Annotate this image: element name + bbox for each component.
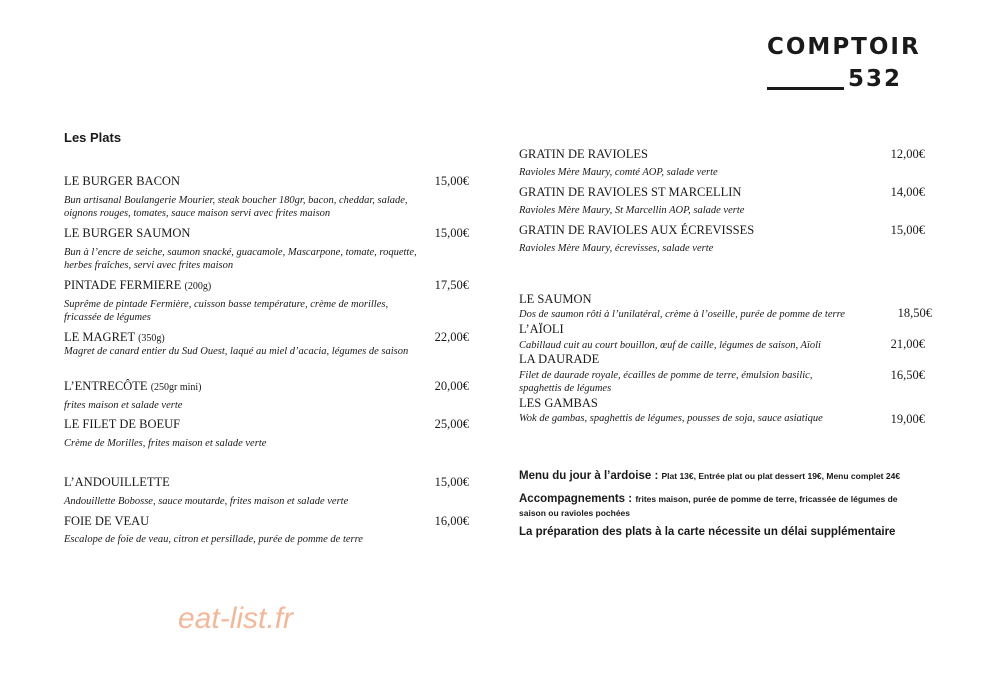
- watermark: eat-list.fr: [178, 602, 294, 635]
- dish-name: LE MAGRET (350g): [64, 330, 165, 344]
- dish-description: Wok de gambas, spaghettis de légumes, pousses de soja, sauce asiatique: [519, 413, 823, 424]
- dish-name: GRATIN DE RAVIOLES ST MARCELLIN: [519, 185, 742, 199]
- dish-description: Ravioles Mère Maury, comté AOP, salade verte: [519, 167, 718, 178]
- dish-description: Escalope de foie de veau, citron et persillade, purée de pomme de terre: [64, 534, 363, 545]
- dish-price: 16,50€: [890, 368, 925, 382]
- dish-description: Filet de daurade royale, écailles de pomme de terre, émulsion basilic,: [519, 370, 813, 381]
- dish-name: GRATIN DE RAVIOLES AUX ÉCREVISSES: [519, 223, 755, 237]
- dish-name: L’ANDOUILLETTE: [64, 475, 170, 489]
- accompaniments-note-continued: saison ou ravioles pochées: [519, 508, 631, 518]
- dish-description: herbes fraîches, servi avec frites maison: [64, 260, 234, 271]
- dish-name: GRATIN DE RAVIOLES: [519, 147, 648, 161]
- dish-name: LE BURGER SAUMON: [64, 226, 191, 240]
- dish-name: LE FILET DE BOEUF: [64, 417, 181, 431]
- dish-price: 19,00€: [890, 412, 925, 426]
- dish-description: spaghettis de légumes: [519, 383, 612, 394]
- dish-price: 17,50€: [434, 278, 469, 292]
- dish-description: Suprême de pintade Fermière, cuisson basse température, crème de morilles,: [64, 299, 389, 310]
- dish-name: LE SAUMON: [519, 292, 592, 306]
- brand-name: COMPTOIR: [767, 34, 921, 60]
- dish-name: PINTADE FERMIERE (200g): [64, 278, 212, 292]
- dish-description: fricassée de légumes: [64, 312, 151, 323]
- dish-price: 18,50€: [897, 306, 932, 320]
- dish-price: 15,00€: [434, 475, 469, 489]
- dish-description: Ravioles Mère Maury, St Marcellin AOP, salade verte: [519, 205, 745, 216]
- dish-price: 20,00€: [434, 379, 469, 393]
- dish-price: 15,00€: [434, 174, 469, 188]
- dish-description: Bun à l’encre de seiche, saumon snacké, guacamole, Mascarpone, tomate, roquette,: [64, 247, 417, 258]
- dish-price: 12,00€: [890, 147, 925, 161]
- dish-price: 21,00€: [890, 337, 925, 351]
- dish-name: L’ENTRECÔTE (250gr mini): [64, 379, 202, 393]
- dish-name: FOIE DE VEAU: [64, 514, 150, 528]
- brand-number: 532: [848, 66, 903, 92]
- dish-price: 22,00€: [434, 330, 469, 344]
- dish-name: L’AÏOLI: [519, 322, 564, 336]
- dish-description: Crème de Morilles, frites maison et salade verte: [64, 438, 267, 449]
- section-title: Les Plats: [64, 130, 122, 145]
- dish-description: Ravioles Mère Maury, écrevisses, salade verte: [519, 243, 714, 254]
- dish-description: Magret de canard entier du Sud Ouest, laqué au miel d’acacia, légumes de saison: [64, 346, 409, 357]
- dish-description: oignons rouges, tomates, sauce maison servi avec frites maison: [64, 208, 331, 219]
- dish-price: 25,00€: [434, 417, 469, 431]
- dish-name: LE BURGER BACON: [64, 174, 180, 188]
- dish-price: 14,00€: [890, 185, 925, 199]
- dish-price: 16,00€: [434, 514, 469, 528]
- dish-description: Cabillaud cuit au court bouillon, œuf de caille, légumes de saison, Aïoli: [519, 340, 821, 351]
- dish-description: Dos de saumon rôti à l’unilatéral, crème à l’oseille, purée de pomme de terre: [519, 309, 845, 320]
- dish-name: LA DAURADE: [519, 352, 600, 366]
- dish-name: LES GAMBAS: [519, 396, 598, 410]
- dish-description: Andouillette Bobosse, sauce moutarde, frites maison et salade verte: [64, 496, 349, 507]
- accompaniments-note: Accompagnements : frites maison, purée de pomme de terre, fricassée de légumes de: [519, 493, 898, 505]
- brand-underline: [767, 87, 844, 90]
- dish-price: 15,00€: [890, 223, 925, 237]
- dish-description: frites maison et salade verte: [64, 400, 183, 411]
- dish-price: 15,00€: [434, 226, 469, 240]
- menu-du-jour-note: Menu du jour à l’ardoise : Plat 13€, Entrée plat ou plat dessert 19€, Menu complet 24€: [519, 470, 901, 482]
- dish-description: Bun artisanal Boulangerie Mourier, steak boucher 180gr, bacon, cheddar, salade,: [64, 195, 408, 206]
- preparation-note: La préparation des plats à la carte nécessite un délai supplémentaire: [519, 526, 896, 538]
